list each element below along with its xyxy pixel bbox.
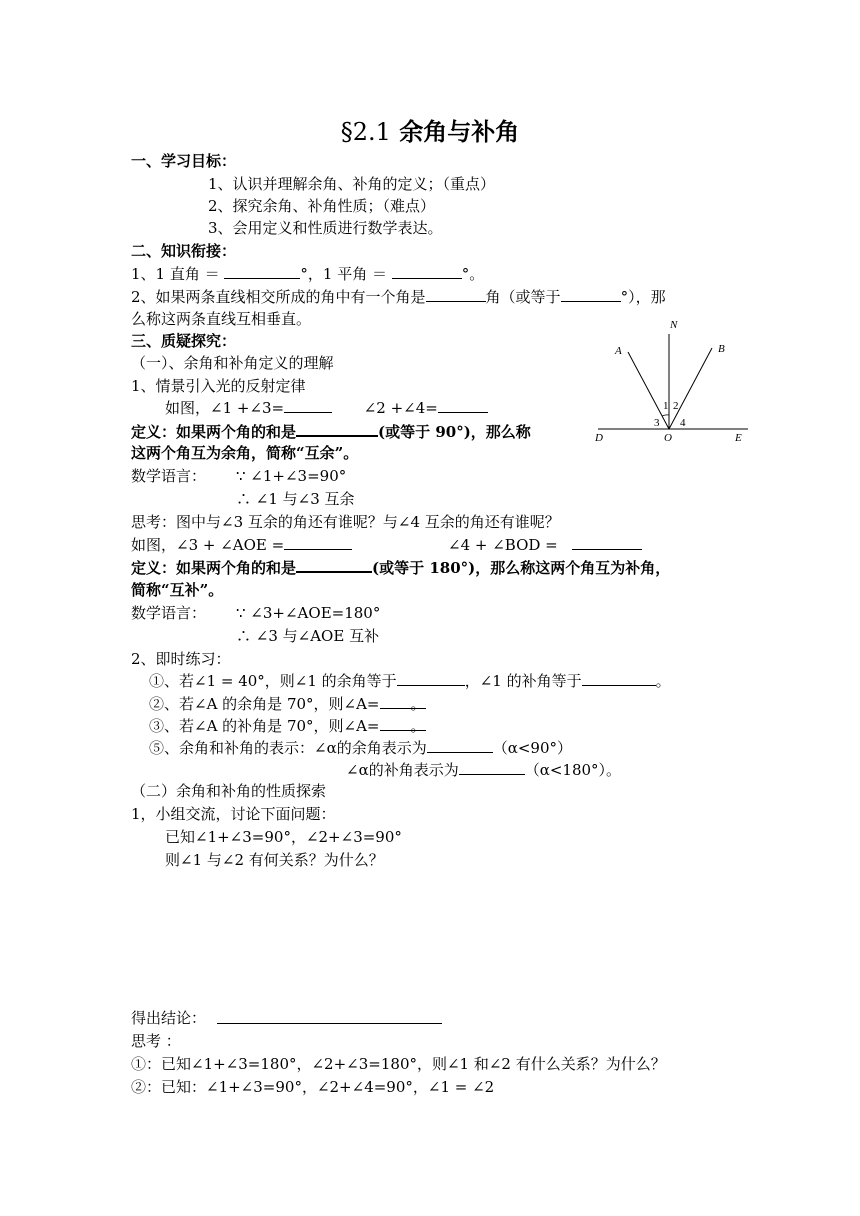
reflection-figure [588, 316, 758, 452]
conclusion-blank[interactable] [217, 1023, 442, 1024]
math-since-1: ∵ ∠1+∠3=90° [236, 467, 347, 485]
q1-text-b: °，1 平角 ＝ [300, 265, 392, 283]
definition-complementary [131, 421, 531, 442]
answer-blank[interactable] [284, 398, 332, 413]
answer-blank[interactable] [284, 535, 352, 550]
heading-explore: 三、质疑探究： [131, 332, 237, 350]
p5-text-b: （α<90°） [492, 739, 572, 757]
q2-text-c: °），那 [620, 288, 666, 306]
p1-text-b: ，∠1 的补角等于 [464, 672, 582, 690]
label-b: B [718, 343, 725, 355]
part-2-title: （二）余角和补角的性质探索 [131, 782, 327, 800]
ray-oa [628, 352, 669, 429]
def1-text-b: (或等于 90°)，那么称 [378, 423, 531, 441]
definition-supplementary [131, 557, 670, 578]
sum-13: 如图，∠1 +∠3= [165, 399, 285, 417]
math-language-label-2: 数学语言： [131, 604, 207, 622]
q1-text-a: 1、1 直角 ＝ [131, 265, 225, 283]
think-question: 思考：图中与∠3 互余的角还有谁呢？与∠4 互余的角还有谁呢？ [131, 513, 560, 531]
label-n: N [670, 319, 678, 331]
group-discussion: 1，小组交流，讨论下面问题： [131, 805, 336, 823]
label-angle-1: 1 [663, 400, 669, 412]
goal-item-2: 2、探究余角、补角性质；（难点） [208, 197, 436, 215]
intro-text: 1、情景引入光的反射定律 [131, 377, 306, 395]
relation-question: 则∠1 与∠2 有何关系？为什么？ [165, 851, 384, 869]
answer-blank[interactable] [224, 264, 300, 279]
p3-end: 。 [410, 717, 426, 735]
heading-knowledge: 二、知识衔接： [131, 242, 237, 260]
p1-text-c: 。 [655, 672, 671, 690]
def1-text-a: 定义：如果两个角的和是 [131, 423, 297, 441]
question-1 [131, 264, 484, 284]
practice-2 [149, 694, 426, 714]
goal-item-3: 3、会用定义和性质进行数学表达。 [208, 219, 443, 237]
bod-sum [448, 535, 642, 555]
p5-text-c: ∠α的补角表示为 [346, 761, 459, 779]
answer-blank[interactable] [296, 557, 372, 573]
conclusion-label: 得出结论： [131, 1009, 207, 1027]
practice-5-cont [346, 760, 621, 780]
q2-text-b: 角（或等于 [485, 288, 561, 306]
angle-arc-1 [662, 415, 669, 416]
math-therefore-1: ∴ ∠1 与∠3 互余 [236, 490, 355, 508]
bod-text: ∠4 + ∠BOD = [448, 536, 558, 554]
think-question-2: ②：已知：∠1+∠3=90°，∠2+∠4=90°，∠1 = ∠2 [131, 1078, 495, 1096]
q2-text-a: 2、如果两条直线相交所成的角中有一个角是 [131, 288, 426, 306]
practice-3 [149, 716, 426, 736]
ray-ob [669, 348, 712, 429]
practice-title: 2、即时练习： [131, 650, 231, 668]
practice-1 [149, 671, 671, 691]
definition-supplementary-cont: 简称“互补”。 [131, 581, 224, 599]
aoe-text: 如图，∠3 + ∠AOE = [131, 536, 285, 554]
label-angle-4: 4 [680, 417, 686, 429]
p5-text-d: （α<180°）。 [524, 761, 622, 779]
heading-goals: 一、学习目标： [131, 152, 237, 170]
figure-sums [165, 398, 488, 418]
question-2-cont: 么称这两条直线互相垂直。 [131, 310, 312, 328]
def2-text-b: (或等于 180°)，那么称这两个角互为补角， [372, 559, 671, 577]
think-question-1: ①：已知∠1+∠3=180°，∠2+∠3=180°，则∠1 和∠2 有什么关系？为什么？ [131, 1055, 666, 1073]
goal-item-1: 1、认识并理解余角、补角的定义；（重点） [208, 175, 496, 193]
question-2 [131, 287, 666, 307]
answer-blank[interactable] [572, 535, 642, 550]
label-angle-3: 3 [654, 417, 660, 429]
answer-blank[interactable] [459, 760, 525, 775]
aoe-sum [131, 535, 352, 555]
definition-complementary-cont: 这两个角互为余角，简称“互余”。 [131, 444, 359, 462]
p5-text-a: ⑤、余角和补角的表示：∠α的余角表示为 [149, 739, 427, 757]
answer-blank[interactable] [582, 671, 656, 686]
practice-5 [149, 738, 572, 758]
known-conditions: 已知∠1+∠3=90°，∠2+∠3=90° [165, 828, 402, 846]
label-o: O [664, 432, 672, 444]
p1-text-a: ①、若∠1 = 40°，则∠1 的余角等于 [149, 672, 397, 690]
p2-end: 。 [410, 695, 426, 713]
label-e: E [735, 432, 742, 444]
answer-blank[interactable] [397, 671, 465, 686]
answer-blank[interactable] [427, 738, 493, 753]
sum-24: ∠2 +∠4= [363, 399, 438, 417]
answer-blank[interactable] [380, 716, 426, 735]
answer-blank[interactable] [426, 287, 486, 302]
q1-text-c: °。 [461, 265, 485, 283]
math-therefore-2: ∴ ∠3 与∠AOE 互补 [236, 627, 380, 645]
label-a: A [615, 345, 622, 357]
p3-text: ③、若∠A 的补角是 70°，则∠A= [149, 717, 380, 735]
answer-blank[interactable] [380, 694, 426, 713]
title-text: 余角与补角 [399, 117, 520, 146]
page-title [0, 112, 860, 147]
math-since-2: ∵ ∠3+∠AOE=180° [236, 604, 381, 622]
math-language-label: 数学语言： [131, 467, 207, 485]
answer-blank[interactable] [561, 287, 621, 302]
def2-text-a: 定义：如果两个角的和是 [131, 559, 297, 577]
answer-blank[interactable] [296, 421, 378, 437]
answer-blank[interactable] [438, 398, 488, 413]
answer-blank[interactable] [392, 264, 462, 279]
label-d: D [595, 432, 603, 444]
think-label: 思考 ： [131, 1032, 181, 1050]
part-1-title: （一）、余角和补角定义的理解 [131, 354, 334, 372]
p2-text: ②、若∠A 的余角是 70°，则∠A= [149, 695, 380, 713]
section-number: §2.1 [340, 118, 391, 146]
label-angle-2: 2 [673, 400, 679, 412]
